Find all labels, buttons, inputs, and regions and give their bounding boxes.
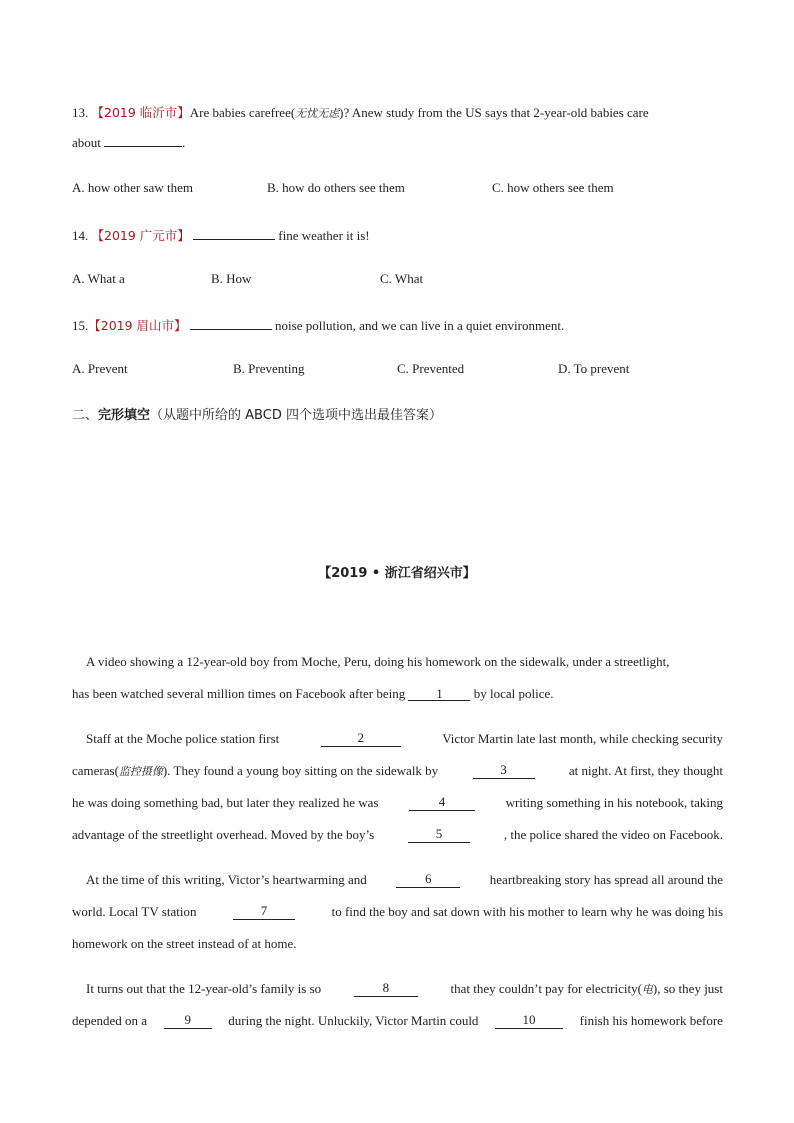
passage-p3-line3: homework on the street instead of at home. [72, 936, 297, 951]
p2a-post: Victor Martin late last month, while checking security [442, 731, 723, 746]
passage-p1-line2 [72, 686, 553, 702]
p1b-post: by local police. [473, 686, 554, 701]
passage-p4-line1 [86, 981, 723, 997]
q14-text: fine weather it is! [278, 228, 370, 243]
q15-answer-blank[interactable] [190, 317, 272, 330]
section-instruction: （从题中所给的 ABCD 四个选项中选出最佳答案） [150, 408, 442, 423]
q15-option-b[interactable]: B. Preventing [233, 361, 305, 376]
q15-option-c[interactable]: C. Prevented [397, 361, 465, 376]
q13-stem-line2 [72, 134, 185, 151]
q13-option-c[interactable]: C. how others see them [492, 180, 614, 195]
section-title: 完形填空 [98, 408, 151, 423]
passage-p2-line2 [72, 763, 723, 779]
q13-option-a[interactable]: A. how other saw them [72, 180, 193, 195]
cloze-blank-10[interactable]: 10 [495, 1013, 563, 1029]
cloze-blank-3[interactable]: 3 [473, 763, 535, 779]
q14-stem [72, 226, 370, 244]
cloze-blank-8[interactable]: 8 [354, 981, 418, 997]
passage-p4-line2 [72, 1013, 723, 1029]
p4b-post: finish his homework before [579, 1013, 723, 1028]
q13-number: 13. [72, 105, 89, 120]
cloze-blank-1[interactable]: 1 [408, 687, 470, 701]
passage-p1-line1 [86, 654, 723, 670]
p2b-pre: cameras( [72, 763, 119, 778]
q13-text-b: )? Anew study from the US says that 2-year-old babies care [339, 105, 649, 120]
p2d-post: , the police shared the video on Facebook. [503, 827, 723, 842]
cloze-blank-9[interactable]: 9 [164, 1013, 212, 1029]
q13-text-c: about [72, 135, 101, 150]
q15-text: noise pollution, and we can live in a quiet environment. [275, 318, 565, 333]
q15-option-a[interactable]: A. Prevent [72, 361, 128, 376]
p2b-gloss: 监控摄像 [118, 765, 163, 778]
section-prefix: 二、 [72, 408, 99, 423]
p1b-pre: has been watched several million times on Facebook after being [72, 686, 406, 701]
p4a-post: ), so they just [652, 981, 723, 996]
passage-p2-line4 [72, 827, 723, 843]
q14-option-a[interactable]: A. What a [72, 271, 125, 286]
p4b-pre: depended on a [72, 1013, 148, 1028]
p3a-pre: At the time of this writing, Victor’s heartwarming and [86, 872, 367, 887]
p2a-pre: Staff at the Moche police station first [86, 731, 280, 746]
q14-source-tag: 【2019 广元市】 [91, 228, 190, 243]
p3b-post: to find the boy and sat down with his mother to learn why he was doing his [331, 904, 723, 919]
p4a-pre: It turns out that the 12-year-old’s family is so [86, 981, 322, 996]
q14-option-b[interactable]: B. How [211, 271, 252, 286]
cloze-blank-5[interactable]: 5 [408, 827, 470, 843]
q13-option-b[interactable]: B. how do others see them [267, 180, 405, 195]
passage-p3-line2 [72, 904, 723, 920]
section-heading [72, 404, 442, 423]
cloze-blank-6[interactable]: 6 [396, 872, 460, 888]
cloze-blank-2[interactable]: 2 [321, 731, 401, 747]
q13-text-d: . [182, 135, 186, 150]
q13-text-a: Are babies carefree( [189, 105, 296, 120]
q13-source-tag: 【2019 临沂市】 [91, 105, 190, 120]
q14-answer-blank[interactable] [193, 227, 275, 240]
passage-p2-line3 [72, 795, 723, 811]
p4a-mid: that they couldn’t pay for electricity( [450, 981, 642, 996]
p4a-gloss: 电 [641, 983, 653, 996]
p4b-mid: during the night. Unluckily, Victor Martin could [228, 1013, 479, 1028]
q13-stem-line1 [72, 103, 723, 121]
cloze-blank-4[interactable]: 4 [409, 795, 475, 811]
q15-stem [72, 316, 564, 334]
cloze-blank-7[interactable]: 7 [233, 904, 295, 920]
p2d-pre: advantage of the streetlight overhead. Moved by the boy’s [72, 827, 375, 842]
p2b-post: at night. At first, they thought [568, 763, 723, 778]
p1a-text: A video showing a 12-year-old boy from Moche, Peru, doing his homework on the sidewalk, under a streetlight, [86, 654, 670, 669]
passage-p2-line1 [86, 731, 723, 747]
p2c-post: writing something in his notebook, taking [505, 795, 723, 810]
q13-gloss: 无忧无虑 [295, 107, 340, 120]
passage-title: 【2019 • 浙江省绍兴市】 [318, 566, 476, 581]
q15-source-tag: 【2019 眉山市】 [88, 318, 187, 333]
q14-option-c[interactable]: C. What [380, 271, 424, 286]
p2b-mid: ). They found a young boy sitting on the sidewalk by [162, 763, 439, 778]
p3b-pre: world. Local TV station [72, 904, 197, 919]
q15-option-d[interactable]: D. To prevent [558, 361, 630, 376]
q14-number: 14. [72, 228, 89, 243]
p3a-post: heartbreaking story has spread all around the [489, 872, 723, 887]
p2c-pre: he was doing something bad, but later they realized he was [72, 795, 379, 810]
q15-number: 15. [72, 318, 89, 333]
passage-p3-line1 [86, 872, 723, 888]
q13-answer-blank[interactable] [104, 134, 182, 147]
